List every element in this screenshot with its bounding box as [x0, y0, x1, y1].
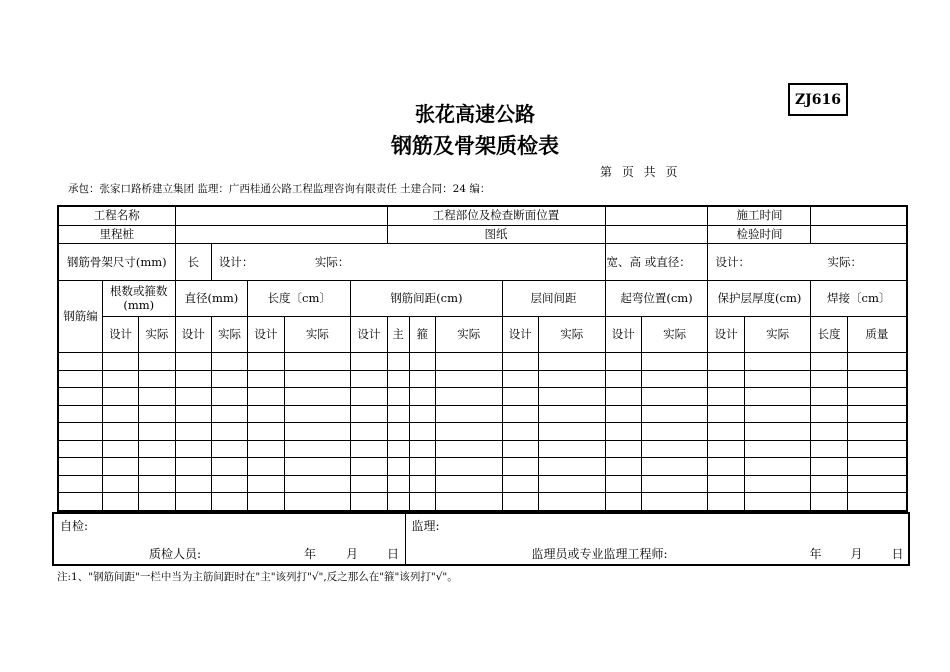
data-cell[interactable]	[435, 388, 502, 406]
data-cell[interactable]	[102, 405, 138, 423]
data-cell[interactable]	[847, 458, 907, 476]
cover-header: 保护层厚度(cm)	[708, 281, 811, 317]
cover-actual: 实际	[744, 317, 811, 353]
data-cell[interactable]	[538, 353, 605, 371]
data-cell[interactable]	[211, 475, 247, 493]
supervision-day: 日	[891, 547, 904, 561]
width-actual: 实际：	[827, 254, 862, 269]
table-row-station	[58, 225, 907, 244]
length-design: 设计	[248, 317, 284, 353]
data-cell[interactable]	[139, 370, 175, 388]
self-check-month: 月	[346, 547, 359, 561]
data-cell[interactable]	[605, 458, 641, 476]
data-cell[interactable]	[744, 475, 811, 493]
data-cell[interactable]	[102, 423, 138, 441]
data-cell[interactable]	[708, 405, 744, 423]
data-cell[interactable]	[284, 475, 351, 493]
data-cell[interactable]	[538, 370, 605, 388]
supervision-cell[interactable]	[405, 513, 909, 565]
data-cell[interactable]	[811, 423, 847, 441]
data-cell[interactable]	[538, 405, 605, 423]
supervision-month: 月	[850, 547, 863, 561]
data-cell[interactable]	[605, 475, 641, 493]
data-cell[interactable]	[708, 388, 744, 406]
bend-position-header: 起弯位置(cm)	[605, 281, 708, 317]
table-row	[58, 405, 907, 423]
contract-line: 承包：张家口路桥建立集团 监理：广西桂通公路工程监理咨询有限责任 土建合同：24 编：	[68, 183, 491, 195]
length-design: 设计：	[218, 254, 254, 269]
count-design: 设计	[102, 317, 138, 353]
data-cell[interactable]	[847, 493, 907, 511]
data-cell[interactable]	[435, 458, 502, 476]
position-label: 工程部位及检查断面位置	[387, 206, 605, 225]
data-cell[interactable]	[248, 353, 284, 371]
data-cell[interactable]	[641, 405, 708, 423]
data-cell[interactable]	[538, 440, 605, 458]
drawing-value[interactable]	[605, 225, 708, 244]
data-cell[interactable]	[387, 475, 409, 493]
data-cell[interactable]	[502, 405, 538, 423]
signoff-table	[52, 512, 910, 566]
bend-actual: 实际	[641, 317, 708, 353]
data-cell[interactable]	[708, 423, 744, 441]
data-cell[interactable]	[744, 458, 811, 476]
width-height-design-actual[interactable]	[708, 244, 907, 281]
weld-header: 焊接〔cm〕	[811, 281, 907, 317]
data-cell[interactable]	[387, 440, 409, 458]
inspection-time-value[interactable]	[811, 225, 907, 244]
data-cell[interactable]	[811, 388, 847, 406]
data-cell[interactable]	[175, 493, 211, 511]
table-row	[58, 440, 907, 458]
data-cell[interactable]	[409, 388, 435, 406]
data-cell[interactable]	[409, 405, 435, 423]
data-cell[interactable]	[409, 458, 435, 476]
data-cell[interactable]	[387, 370, 409, 388]
data-cell[interactable]	[351, 353, 387, 371]
data-cell[interactable]	[811, 440, 847, 458]
position-value[interactable]	[605, 206, 708, 225]
data-cell[interactable]	[641, 440, 708, 458]
data-cell[interactable]	[139, 458, 175, 476]
data-cell[interactable]	[58, 493, 102, 511]
data-cell[interactable]	[139, 353, 175, 371]
self-check-year: 年	[304, 547, 317, 561]
data-cell[interactable]	[641, 370, 708, 388]
data-cell[interactable]	[744, 353, 811, 371]
diameter-header: 直径(mm)	[175, 281, 248, 317]
drawing-label: 图纸	[387, 225, 605, 244]
data-cell[interactable]	[102, 388, 138, 406]
data-cell[interactable]	[211, 423, 247, 441]
table-row	[58, 370, 907, 388]
layer-spacing-header: 层间间距	[502, 281, 605, 317]
inspection-time-label: 检验时间	[708, 225, 811, 244]
project-name-value[interactable]	[175, 206, 387, 225]
data-cell[interactable]	[387, 423, 409, 441]
data-cell[interactable]	[605, 493, 641, 511]
cover-design: 设计	[708, 317, 744, 353]
data-cell[interactable]	[351, 493, 387, 511]
data-cell[interactable]	[605, 440, 641, 458]
data-cell[interactable]	[435, 493, 502, 511]
data-cell[interactable]	[284, 423, 351, 441]
data-cell[interactable]	[175, 370, 211, 388]
data-cell[interactable]	[708, 370, 744, 388]
data-cell[interactable]	[211, 370, 247, 388]
data-cell[interactable]	[641, 475, 708, 493]
data-cell[interactable]	[847, 475, 907, 493]
data-cell[interactable]	[248, 475, 284, 493]
data-cell[interactable]	[58, 475, 102, 493]
table-row-column-groups	[58, 281, 907, 317]
spacing-actual: 实际	[435, 317, 502, 353]
data-cell[interactable]	[502, 353, 538, 371]
data-cell[interactable]	[409, 353, 435, 371]
data-cell[interactable]	[811, 353, 847, 371]
count-header: 根数或箍数(mm)	[102, 281, 175, 317]
data-cell[interactable]	[175, 440, 211, 458]
footnote: 注:1、"钢筋间距"一栏中当为主筋间距时在"主"该列打"√",反之那么在"箍"该列打"√"。	[57, 571, 458, 583]
project-title: 张花高速公路	[415, 102, 535, 126]
data-cell[interactable]	[58, 440, 102, 458]
data-cell[interactable]	[435, 353, 502, 371]
data-cell[interactable]	[248, 458, 284, 476]
data-cell[interactable]	[211, 353, 247, 371]
data-cell[interactable]	[58, 370, 102, 388]
length-actual: 实际	[284, 317, 351, 353]
data-cell[interactable]	[847, 440, 907, 458]
length-actual: 实际：	[314, 254, 350, 269]
data-cell[interactable]	[284, 388, 351, 406]
data-cell[interactable]	[211, 458, 247, 476]
construction-time-label: 施工时间	[708, 206, 811, 225]
data-cell[interactable]	[435, 423, 502, 441]
length-label: 长	[175, 244, 211, 281]
data-cell[interactable]	[641, 493, 708, 511]
data-cell[interactable]	[744, 405, 811, 423]
data-cell[interactable]	[435, 405, 502, 423]
data-cell[interactable]	[139, 388, 175, 406]
data-cell[interactable]	[502, 388, 538, 406]
data-cell[interactable]	[284, 493, 351, 511]
data-cell[interactable]	[175, 353, 211, 371]
data-cell[interactable]	[284, 458, 351, 476]
data-cell[interactable]	[847, 423, 907, 441]
supervision-label: 监理:	[411, 519, 440, 533]
data-cell[interactable]	[102, 353, 138, 371]
data-cell[interactable]	[641, 458, 708, 476]
weld-length: 长度	[811, 317, 847, 353]
data-cell[interactable]	[847, 370, 907, 388]
data-cell[interactable]	[605, 405, 641, 423]
data-cell[interactable]	[58, 423, 102, 441]
data-cell[interactable]	[708, 440, 744, 458]
data-cell[interactable]	[641, 388, 708, 406]
data-cell[interactable]	[248, 405, 284, 423]
data-cell[interactable]	[387, 353, 409, 371]
data-cell[interactable]	[248, 423, 284, 441]
data-cell[interactable]	[744, 440, 811, 458]
table-row-subheaders	[58, 317, 907, 353]
data-cell[interactable]	[847, 405, 907, 423]
data-cell[interactable]	[139, 405, 175, 423]
data-cell[interactable]	[435, 475, 502, 493]
data-cell[interactable]	[102, 370, 138, 388]
data-cell[interactable]	[708, 353, 744, 371]
data-cell[interactable]	[708, 493, 744, 511]
data-cell[interactable]	[605, 388, 641, 406]
data-cell[interactable]	[351, 405, 387, 423]
form-title: 钢筋及骨架质检表	[391, 134, 559, 158]
spacing-main: 主	[387, 317, 409, 353]
data-cell[interactable]	[538, 423, 605, 441]
weld-quality: 质量	[847, 317, 907, 353]
width-design: 设计：	[715, 254, 750, 269]
station-value[interactable]	[175, 225, 387, 244]
data-cell[interactable]	[139, 423, 175, 441]
data-cell[interactable]	[175, 423, 211, 441]
data-cell[interactable]	[58, 458, 102, 476]
data-cell[interactable]	[847, 388, 907, 406]
data-cell[interactable]	[211, 388, 247, 406]
data-cell[interactable]	[211, 440, 247, 458]
data-cell[interactable]	[538, 458, 605, 476]
data-cell[interactable]	[641, 423, 708, 441]
table-row	[58, 388, 907, 406]
data-cell[interactable]	[847, 353, 907, 371]
supervision-year: 年	[809, 547, 822, 561]
data-cell[interactable]	[139, 493, 175, 511]
data-cell[interactable]	[502, 458, 538, 476]
data-cell[interactable]	[284, 353, 351, 371]
data-cell[interactable]	[387, 405, 409, 423]
data-cell[interactable]	[248, 388, 284, 406]
data-cell[interactable]	[502, 440, 538, 458]
diameter-design: 设计	[175, 317, 211, 353]
data-cell[interactable]	[502, 475, 538, 493]
form-code: ZJ616	[794, 91, 842, 108]
data-cell[interactable]	[708, 458, 744, 476]
data-cell[interactable]	[409, 440, 435, 458]
layer-design: 设计	[502, 317, 538, 353]
data-cell[interactable]	[58, 405, 102, 423]
data-cell[interactable]	[284, 370, 351, 388]
width-height-label: 宽、高 或直径：	[605, 244, 708, 281]
table-row	[58, 353, 907, 371]
data-cell[interactable]	[538, 493, 605, 511]
table-row	[58, 475, 907, 493]
data-cell[interactable]	[435, 370, 502, 388]
inspector-label: 质检人员:	[149, 547, 202, 561]
data-cell[interactable]	[175, 405, 211, 423]
data-cell[interactable]	[248, 493, 284, 511]
data-cell[interactable]	[175, 458, 211, 476]
table-row-frame-size	[58, 244, 907, 281]
data-cell[interactable]	[102, 493, 138, 511]
diameter-actual: 实际	[211, 317, 247, 353]
data-cell[interactable]	[351, 388, 387, 406]
data-cell[interactable]	[409, 493, 435, 511]
self-check-label: 自检:	[60, 519, 89, 533]
data-cell[interactable]	[409, 370, 435, 388]
data-cell[interactable]	[811, 370, 847, 388]
data-cell[interactable]	[175, 475, 211, 493]
data-cell[interactable]	[248, 370, 284, 388]
table-row	[58, 493, 907, 511]
data-cell[interactable]	[351, 423, 387, 441]
spacing-header: 钢筋间距(cm)	[351, 281, 502, 317]
data-cell[interactable]	[58, 353, 102, 371]
data-cell[interactable]	[284, 440, 351, 458]
data-cell[interactable]	[744, 388, 811, 406]
data-cell[interactable]	[102, 475, 138, 493]
data-cell[interactable]	[102, 440, 138, 458]
data-cell[interactable]	[605, 370, 641, 388]
data-cell[interactable]	[811, 493, 847, 511]
data-cell[interactable]	[139, 475, 175, 493]
data-cell[interactable]	[708, 475, 744, 493]
data-cell[interactable]	[409, 475, 435, 493]
data-cell[interactable]	[351, 475, 387, 493]
self-check-cell[interactable]	[53, 513, 405, 565]
bar-number-header: 钢筋编	[58, 281, 102, 353]
data-cell[interactable]	[102, 458, 138, 476]
station-label: 里程桩	[58, 225, 175, 244]
data-cell[interactable]	[351, 440, 387, 458]
data-cell[interactable]	[139, 440, 175, 458]
data-cell[interactable]	[811, 458, 847, 476]
data-cell[interactable]	[211, 493, 247, 511]
project-name-label: 工程名称	[58, 206, 175, 225]
self-check-day: 日	[387, 547, 400, 561]
construction-time-value[interactable]	[811, 206, 907, 225]
frame-size-label: 钢筋骨架尺寸(mm)	[58, 244, 175, 281]
data-cell[interactable]	[538, 388, 605, 406]
data-cell[interactable]	[744, 423, 811, 441]
length-design-actual[interactable]	[211, 244, 605, 281]
data-cell[interactable]	[435, 440, 502, 458]
data-cell[interactable]	[387, 493, 409, 511]
supervisor-label: 监理员或专业监理工程师:	[531, 547, 668, 561]
page-number-line: 第 页 共 页	[600, 165, 678, 179]
data-cell[interactable]	[175, 388, 211, 406]
data-cell[interactable]	[351, 458, 387, 476]
data-cell[interactable]	[351, 370, 387, 388]
data-cell[interactable]	[502, 423, 538, 441]
data-cell[interactable]	[605, 423, 641, 441]
length-cm-header: 长度〔cm〕	[248, 281, 351, 317]
data-cell[interactable]	[744, 493, 811, 511]
table-row	[58, 458, 907, 476]
data-cell[interactable]	[641, 353, 708, 371]
table-row-project	[58, 206, 907, 225]
data-cell[interactable]	[409, 423, 435, 441]
spacing-design: 设计	[351, 317, 387, 353]
data-cell[interactable]	[502, 493, 538, 511]
data-cell[interactable]	[605, 353, 641, 371]
data-cell[interactable]	[284, 405, 351, 423]
data-cell[interactable]	[211, 405, 247, 423]
data-cell[interactable]	[811, 405, 847, 423]
layer-actual: 实际	[538, 317, 605, 353]
data-cell[interactable]	[502, 370, 538, 388]
bend-design: 设计	[605, 317, 641, 353]
data-cell[interactable]	[58, 388, 102, 406]
data-cell[interactable]	[248, 440, 284, 458]
count-actual: 实际	[139, 317, 175, 353]
spacing-stirrup: 箍	[409, 317, 435, 353]
data-cell[interactable]	[744, 370, 811, 388]
data-cell[interactable]	[387, 388, 409, 406]
data-cell[interactable]	[811, 475, 847, 493]
table-row	[58, 423, 907, 441]
data-cell[interactable]	[387, 458, 409, 476]
inspection-table	[57, 205, 908, 512]
data-cell[interactable]	[538, 475, 605, 493]
